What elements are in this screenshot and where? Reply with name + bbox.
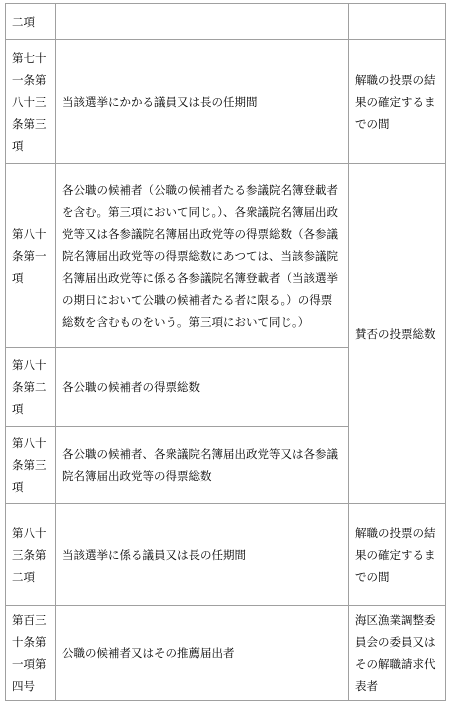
original-text-cell: 各公職の候補者（公職の候補者たる参議院名簿登載者を含む。第三項において同じ。）、各衆議院名簿届出政党等又は各参議院名簿届出政党等の得票総数（各参議院名簿届出政党等の得票総数にあつては、当該参議院名簿届出政党等に係る各参議院名簿登載者（当該選挙の期日において公職の候補者たる者に限る。）の得票総数を含むものをいう。第三項において同じ。） xyxy=(56,164,349,348)
article-cell: 第七十一条第八十三条第三項 xyxy=(6,40,56,164)
original-text-cell: 当該選挙に係る議員又は長の任期間 xyxy=(56,504,349,606)
article-cell: 第百三十条第一項第四号 xyxy=(6,606,56,701)
original-text-cell: 公職の候補者又はその推薦届出者 xyxy=(56,606,349,701)
replacement-text-cell: 海区漁業調整委員会の委員又はその解職請求代表者 xyxy=(349,606,446,701)
article-cell: 第八十条第二項 xyxy=(6,348,56,427)
article-cell: 二項 xyxy=(6,4,56,40)
original-text-cell xyxy=(56,4,349,40)
provision-table xyxy=(5,3,446,701)
table-row xyxy=(6,164,446,348)
replacement-text-cell: 解職の投票の結果の確定するまでの間 xyxy=(349,504,446,606)
original-text-cell: 当該選挙にかかる議員又は長の任期間 xyxy=(56,40,349,164)
original-text-cell: 各公職の候補者の得票総数 xyxy=(56,348,349,427)
table-row xyxy=(6,40,446,164)
replacement-text-cell xyxy=(349,4,446,40)
table-row xyxy=(6,4,446,40)
replacement-text-cell: 解職の投票の結果の確定するまでの間 xyxy=(349,40,446,164)
table-row xyxy=(6,606,446,701)
article-cell: 第八十条第三項 xyxy=(6,427,56,504)
original-text-cell: 各公職の候補者、各衆議院名簿届出政党等又は各参議院名簿届出政党等の得票総数 xyxy=(56,427,349,504)
article-cell: 第八十条第一項 xyxy=(6,164,56,348)
replacement-text-cell: 賛否の投票総数 xyxy=(349,164,446,504)
article-cell: 第八十三条第二項 xyxy=(6,504,56,606)
table-row xyxy=(6,504,446,606)
